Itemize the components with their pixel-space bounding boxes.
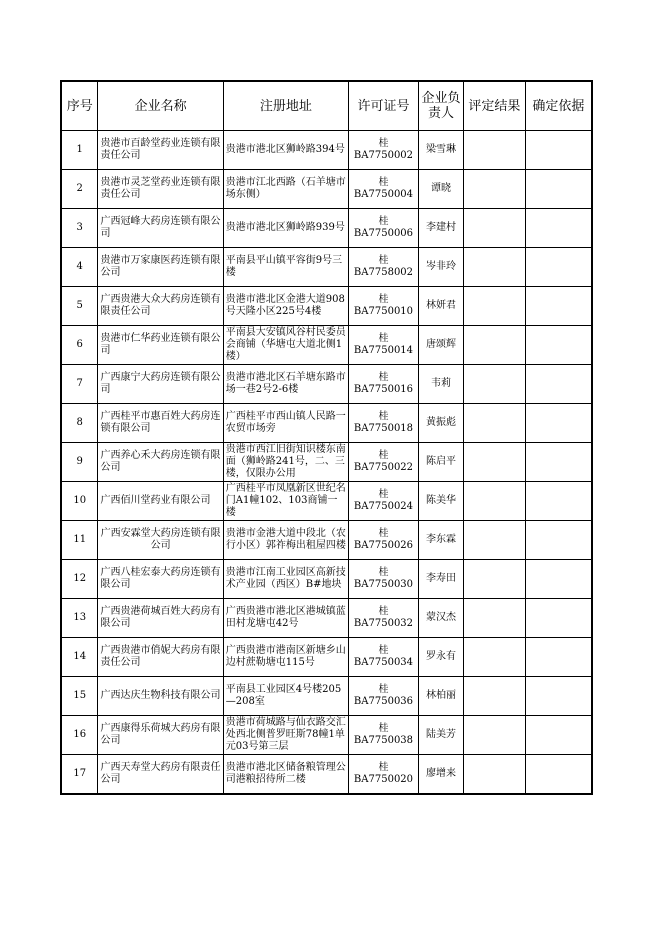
cell-license: 桂BA7750002 <box>349 131 419 170</box>
header-no: 序号 <box>61 81 98 131</box>
cell-address: 贵港市西江旧街知识楼东南面（狮岭路241号，二、三楼，仅限办公用 <box>223 443 348 482</box>
cell-enterprise-name: 广西桂平市惠百姓大药房连锁有限公司 <box>98 404 223 443</box>
cell-address: 广西桂平市凤凰新区世纪名门A1幢102、103商铺一楼 <box>223 482 348 521</box>
table-row <box>61 170 592 209</box>
cell-result <box>464 170 526 209</box>
table-row <box>61 287 592 326</box>
cell-address: 贵港市港北区狮岭路939号 <box>223 209 348 248</box>
cell-enterprise-name: 广西佰川堂药业有限公司 <box>98 482 223 521</box>
cell-result <box>464 716 526 755</box>
cell-address: 广西桂平市西山镇人民路一农贸市场旁 <box>223 404 348 443</box>
cell-enterprise-name: 广西达庆生物科技有限公司 <box>98 677 223 716</box>
table-row <box>61 599 592 638</box>
cell-no: 4 <box>61 248 98 287</box>
cell-responsible-person: 李建村 <box>418 209 463 248</box>
cell-enterprise-name: 广西安霖堂大药房连锁有限公司 <box>98 521 223 560</box>
table-row <box>61 560 592 599</box>
cell-license: 桂BA7750010 <box>349 287 419 326</box>
cell-responsible-person: 陆美芳 <box>418 716 463 755</box>
cell-basis <box>525 170 592 209</box>
cell-basis <box>525 248 592 287</box>
cell-responsible-person: 黄振彪 <box>418 404 463 443</box>
cell-basis <box>525 287 592 326</box>
table-row <box>61 755 592 795</box>
cell-enterprise-name: 贵港市灵芝堂药业连锁有限责任公司 <box>98 170 223 209</box>
cell-no: 12 <box>61 560 98 599</box>
cell-enterprise-name: 广西贵港市俏妮大药房有限责任公司 <box>98 638 223 677</box>
cell-result <box>464 521 526 560</box>
table-row <box>61 482 592 521</box>
cell-responsible-person: 罗永有 <box>418 638 463 677</box>
cell-license: 桂BA7750024 <box>349 482 419 521</box>
cell-enterprise-name: 贵港市百龄堂药业连锁有限责任公司 <box>98 131 223 170</box>
cell-no: 8 <box>61 404 98 443</box>
cell-no: 1 <box>61 131 98 170</box>
cell-responsible-person: 梁雪琳 <box>418 131 463 170</box>
cell-license: 桂BA7750032 <box>349 599 419 638</box>
table-header <box>61 81 592 131</box>
cell-responsible-person: 韦莉 <box>418 365 463 404</box>
cell-no: 10 <box>61 482 98 521</box>
cell-no: 14 <box>61 638 98 677</box>
header-basis: 确定依据 <box>525 81 592 131</box>
cell-address: 贵港市江北西路（石羊塘市场东侧） <box>223 170 348 209</box>
header-result: 评定结果 <box>464 81 526 131</box>
cell-no: 9 <box>61 443 98 482</box>
cell-enterprise-name: 贵港市仁华药业连锁有限公司 <box>98 326 223 365</box>
cell-basis <box>525 677 592 716</box>
cell-address: 广西贵港市港南区新塘乡山边村蔗勒塘屯115号 <box>223 638 348 677</box>
cell-basis <box>525 521 592 560</box>
cell-enterprise-name: 广西贵港大众大药房连锁有限责任公司 <box>98 287 223 326</box>
cell-no: 3 <box>61 209 98 248</box>
table-row <box>61 677 592 716</box>
cell-result <box>464 482 526 521</box>
cell-enterprise-name: 广西养心禾大药房连锁有限公司 <box>98 443 223 482</box>
header-license: 许可证号 <box>349 81 419 131</box>
cell-address: 平南县平山镇平容街9号三楼 <box>223 248 348 287</box>
cell-no: 15 <box>61 677 98 716</box>
cell-basis <box>525 755 592 795</box>
cell-responsible-person: 李寿田 <box>418 560 463 599</box>
cell-license: 桂BA7750026 <box>349 521 419 560</box>
table-body <box>61 131 592 795</box>
cell-result <box>464 560 526 599</box>
table-row <box>61 248 592 287</box>
cell-result <box>464 287 526 326</box>
cell-license: 桂BA7750014 <box>349 326 419 365</box>
cell-basis <box>525 365 592 404</box>
cell-enterprise-name: 广西冠峰大药房连锁有限公司 <box>98 209 223 248</box>
cell-enterprise-name: 广西天寿堂大药房有限责任公司 <box>98 755 223 795</box>
cell-result <box>464 599 526 638</box>
cell-address: 贵港市港北区狮岭路394号 <box>223 131 348 170</box>
cell-no: 2 <box>61 170 98 209</box>
cell-responsible-person: 蒙汉杰 <box>418 599 463 638</box>
table-row <box>61 716 592 755</box>
cell-address: 平南县工业园区4号楼205—208室 <box>223 677 348 716</box>
cell-license: 桂BA7750016 <box>349 365 419 404</box>
cell-responsible-person: 唐颂辉 <box>418 326 463 365</box>
cell-basis <box>525 638 592 677</box>
cell-basis <box>525 404 592 443</box>
cell-license: 桂BA7750038 <box>349 716 419 755</box>
cell-no: 16 <box>61 716 98 755</box>
table-row <box>61 638 592 677</box>
cell-responsible-person: 廖增来 <box>418 755 463 795</box>
cell-address: 贵港市港北区储备粮管理公司港粮招待所二楼 <box>223 755 348 795</box>
table-row <box>61 521 592 560</box>
header-row <box>61 81 592 131</box>
cell-result <box>464 755 526 795</box>
header-address: 注册地址 <box>223 81 348 131</box>
cell-basis <box>525 443 592 482</box>
cell-basis <box>525 716 592 755</box>
table-row <box>61 326 592 365</box>
cell-address: 贵港市江南工业园区高新技术产业园（西区）B#地块 <box>223 560 348 599</box>
cell-enterprise-name: 广西八桂宏泰大药房连锁有限公司 <box>98 560 223 599</box>
cell-license: 桂BA7750020 <box>349 755 419 795</box>
cell-responsible-person: 林柏丽 <box>418 677 463 716</box>
cell-basis <box>525 131 592 170</box>
cell-result <box>464 326 526 365</box>
header-person: 企业负责人 <box>418 81 463 131</box>
cell-responsible-person: 岑非玲 <box>418 248 463 287</box>
cell-address: 贵港市港北区金港大道908号天隆小区225号4楼 <box>223 287 348 326</box>
cell-license: 桂BA7750030 <box>349 560 419 599</box>
cell-no: 7 <box>61 365 98 404</box>
cell-address: 广西贵港市港北区港城镇蓝田村龙塘屯42号 <box>223 599 348 638</box>
cell-no: 17 <box>61 755 98 795</box>
enterprise-table <box>60 80 593 795</box>
cell-no: 13 <box>61 599 98 638</box>
table-row <box>61 404 592 443</box>
cell-basis <box>525 326 592 365</box>
cell-address: 贵港市港北区石羊塘东路市场一巷2号2-6楼 <box>223 365 348 404</box>
cell-address: 贵港市荷城路与仙衣路交汇处西北侧普罗旺斯78幢1单元03号第三层 <box>223 716 348 755</box>
cell-responsible-person: 陈美华 <box>418 482 463 521</box>
cell-license: 桂BA7750018 <box>349 404 419 443</box>
cell-no: 5 <box>61 287 98 326</box>
cell-result <box>464 248 526 287</box>
cell-responsible-person: 李东霖 <box>418 521 463 560</box>
cell-enterprise-name: 广西康得乐荷城大药房有限公司 <box>98 716 223 755</box>
cell-enterprise-name: 广西康宁大药房连锁有限公司 <box>98 365 223 404</box>
cell-no: 6 <box>61 326 98 365</box>
cell-license: 桂BA7750004 <box>349 170 419 209</box>
table-row <box>61 209 592 248</box>
cell-address: 贵港市金港大道中段北（农行小区）郭祚梅出租屋四楼 <box>223 521 348 560</box>
cell-result <box>464 638 526 677</box>
table-row <box>61 131 592 170</box>
table-row <box>61 365 592 404</box>
cell-basis <box>525 209 592 248</box>
cell-responsible-person: 谭晓 <box>418 170 463 209</box>
cell-basis <box>525 482 592 521</box>
cell-responsible-person: 林妍君 <box>418 287 463 326</box>
cell-result <box>464 209 526 248</box>
cell-enterprise-name: 贵港市万家康医药连锁有限公司 <box>98 248 223 287</box>
cell-result <box>464 404 526 443</box>
cell-enterprise-name: 广西贵港荷城百姓大药房有限公司 <box>98 599 223 638</box>
cell-result <box>464 365 526 404</box>
cell-responsible-person: 陈启平 <box>418 443 463 482</box>
cell-result <box>464 443 526 482</box>
cell-license: 桂BA7750022 <box>349 443 419 482</box>
cell-basis <box>525 560 592 599</box>
table-row <box>61 443 592 482</box>
cell-license: 桂BA7750006 <box>349 209 419 248</box>
cell-result <box>464 131 526 170</box>
cell-license: 桂BA7750036 <box>349 677 419 716</box>
header-name: 企业名称 <box>98 81 223 131</box>
cell-result <box>464 677 526 716</box>
cell-basis <box>525 599 592 638</box>
cell-no: 11 <box>61 521 98 560</box>
cell-address: 平南县大安镇风谷村民委员会商铺（华塘屯大道北侧1楼） <box>223 326 348 365</box>
cell-license: 桂BA7750034 <box>349 638 419 677</box>
cell-license: 桂BA7758002 <box>349 248 419 287</box>
